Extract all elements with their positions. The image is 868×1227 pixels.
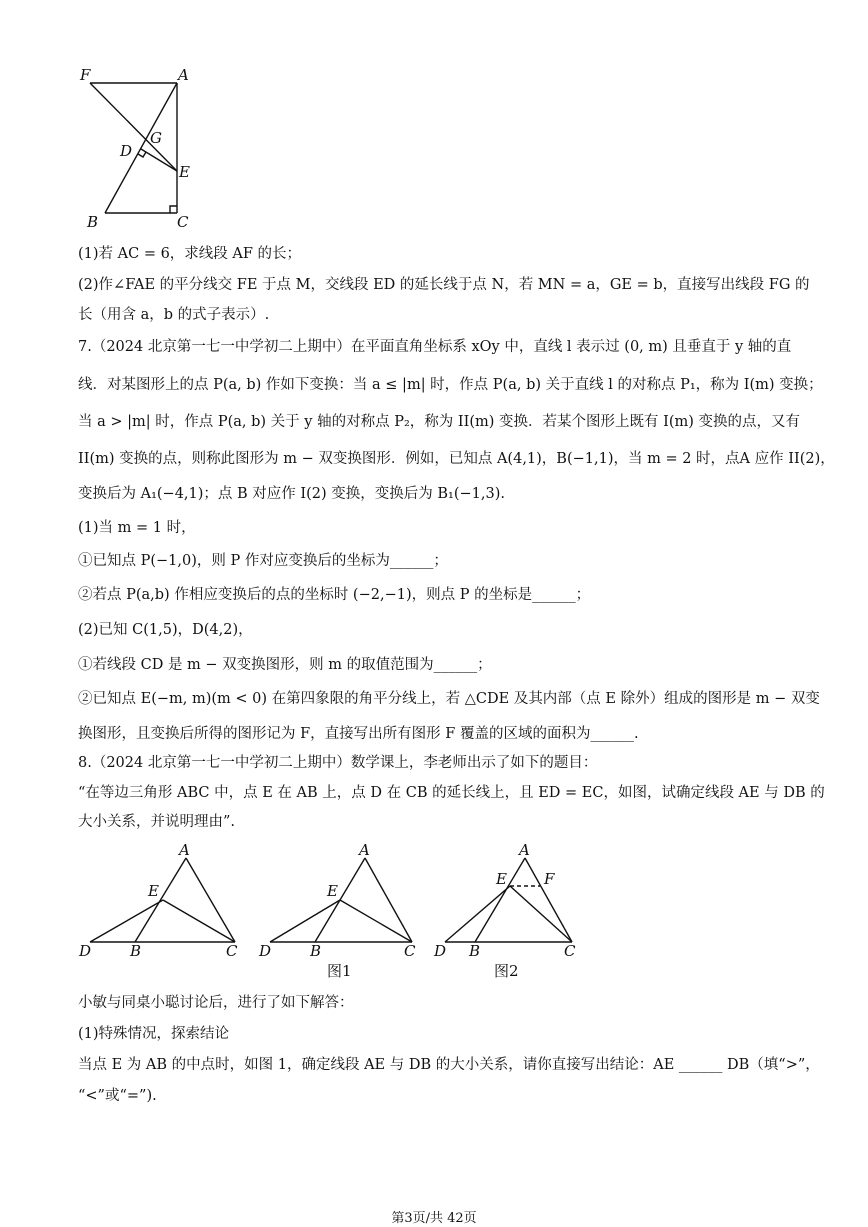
figC-label-B: B	[469, 942, 481, 960]
figB-label-E: E	[327, 882, 338, 900]
label-F: F	[80, 66, 91, 84]
q7-line11: ②已知点 E(−m, m)(m < 0) 在第四象限的角平分线上，若 △CDE 及其内部（点 E 除外）组成的图形是 m − 双变	[78, 691, 820, 707]
q7-line4: II(m) 变换的点，则称此图形为 m − 双变换图形．例如，已知点 A(4,1)，B(−1,1)，当 m = 2 时，点A 应作 II(2)，	[78, 451, 835, 467]
q8-line2: “在等边三角形 ABC 中，点 E 在 AB 上，点 D 在 CB 的延长线上，且 ED = EC，如图，试确定线段 AE 与 DB 的	[78, 785, 825, 801]
q7-line7: ①已知点 P(−1,0)，则 P 作对应变换后的坐标为______；	[78, 553, 448, 569]
figA-label-B: B	[130, 942, 142, 960]
page-footer: 第3页/共 42页	[391, 1211, 477, 1226]
figC-label-D: D	[434, 942, 447, 960]
figC-label-A: A	[519, 841, 530, 859]
q8-line3: 大小关系，并说明理由”.	[78, 814, 236, 830]
label-B: B	[87, 213, 99, 231]
q7-line3: 当 a > |m| 时，作点 P(a, b) 关于 y 轴的对称点 P₂，称为 II(m) 变换．若某个图形上既有 I(m) 变换的点，又有	[78, 414, 801, 430]
caption-fig2: 图2	[494, 962, 519, 980]
q6-part1: (1)若 AC = 6，求线段 AF 的长；	[78, 246, 302, 262]
label-E: E	[179, 163, 190, 181]
figA-label-C: C	[226, 942, 238, 960]
triangle-figures	[70, 838, 590, 988]
figB-label-A: A	[359, 841, 370, 859]
label-D: D	[120, 142, 133, 160]
q7-line9: (2)已知 C(1,5)，D(4,2)，	[78, 622, 253, 638]
figC-label-C: C	[564, 942, 576, 960]
figB-label-D: D	[259, 942, 272, 960]
label-C: C	[177, 213, 189, 231]
figC-label-F: F	[544, 870, 555, 888]
figA-label-A: A	[179, 841, 190, 859]
figC-label-E: E	[496, 870, 507, 888]
figA-label-D: D	[79, 942, 92, 960]
q7-line12: 换图形，且变换后所得的图形记为 F，直接写出所有图形 F 覆盖的区域的面积为______.	[78, 726, 639, 742]
figB-label-B: B	[310, 942, 322, 960]
q8-line5: (1)特殊情况，探索结论	[78, 1026, 230, 1042]
q8-line4: 小敏与同桌小聪讨论后，进行了如下解答：	[78, 995, 354, 1011]
label-A: A	[178, 66, 189, 84]
q8-line7: “<”或“=”).	[78, 1088, 157, 1104]
q7-line6: (1)当 m = 1 时，	[78, 520, 196, 536]
q6-part2-line1: (2)作∠FAE 的平分线交 FE 于点 M，交线段 ED 的延长线于点 N，若 MN = a，GE = b，直接写出线段 FG 的	[78, 277, 810, 293]
figA-label-E: E	[148, 882, 159, 900]
q7-line1: 7.（2024 北京第一七一中学初二上期中）在平面直角坐标系 xOy 中，直线 l 表示过 (0, m) 且垂直于 y 轴的直	[78, 339, 792, 355]
label-G: G	[150, 129, 162, 147]
q7-line10: ①若线段 CD 是 m − 双变换图形，则 m 的取值范围为______；	[78, 657, 492, 673]
geometry-figure-1	[70, 60, 210, 235]
figB-label-C: C	[404, 942, 416, 960]
q8-line6: 当点 E 为 AB 的中点时，如图 1，确定线段 AE 与 DB 的大小关系，请你直接写出结论：AE ______ DB（填“>”，	[78, 1057, 820, 1073]
q6-part2-line2: 长（用含 a，b 的式子表示）.	[78, 307, 270, 323]
q7-line5: 变换后为 A₁(−4,1)；点 B 对应作 I(2) 变换，变换后为 B₁(−1,3).	[78, 486, 505, 502]
q8-line1: 8.（2024 北京第一七一中学初二上期中）数学课上，李老师出示了如下的题目：	[78, 755, 598, 771]
caption-fig1: 图1	[327, 962, 352, 980]
q7-line2: 线．对某图形上的点 P(a, b) 作如下变换：当 a ≤ |m| 时，作点 P(a, b) 关于直线 l 的对称点 P₁，称为 I(m) 变换；	[78, 377, 823, 393]
q7-line8: ②若点 P(a,b) 作相应变换后的点的坐标时 (−2,−1)，则点 P 的坐标是______；	[78, 587, 591, 603]
